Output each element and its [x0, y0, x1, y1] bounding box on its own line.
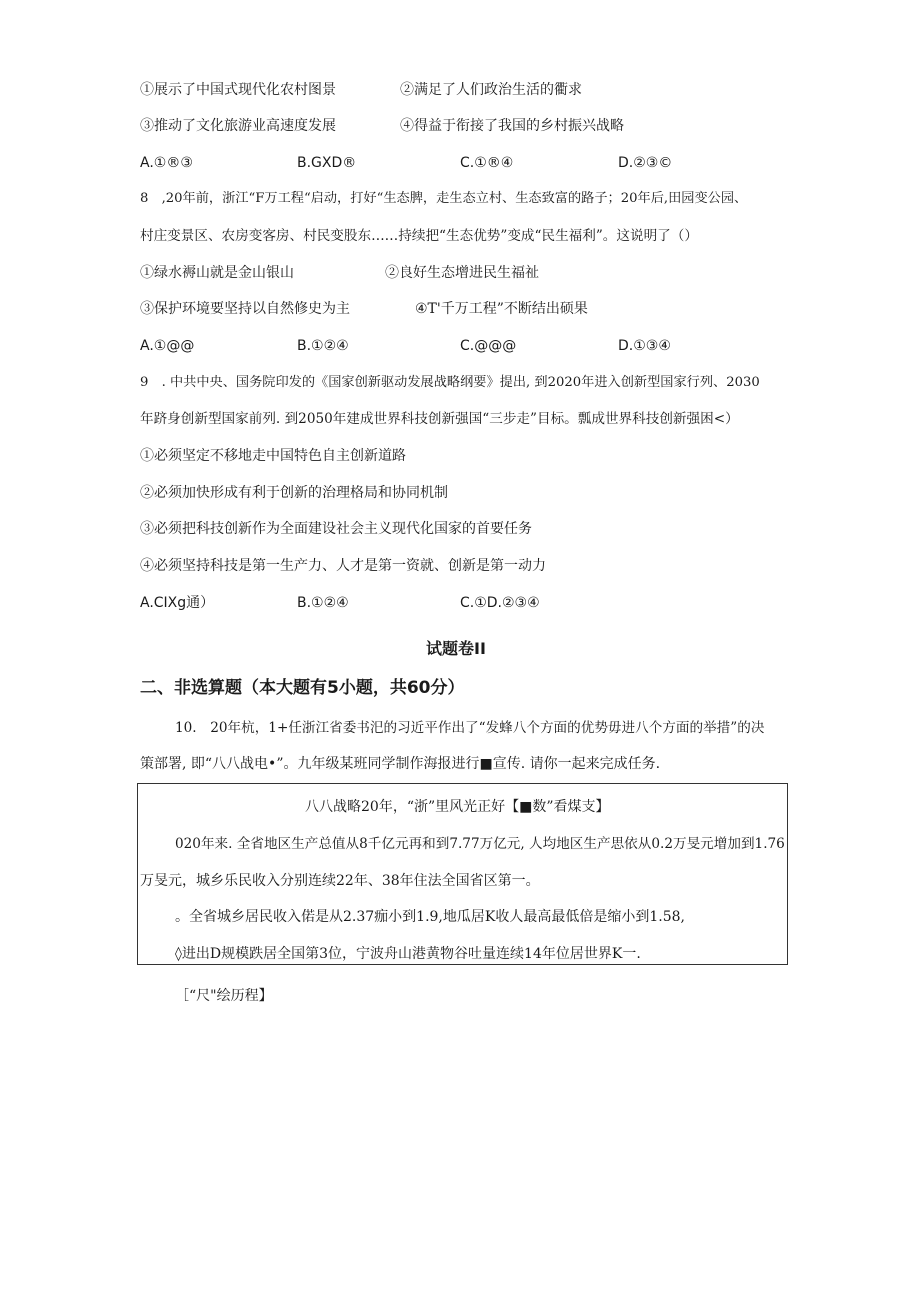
q8-statement-3: ③保护环境要坚持以自然修史为主	[140, 301, 350, 317]
q8-statement-2: ②良好生态增进民生福祉	[385, 265, 539, 281]
q8-choice-a: A.①@@	[140, 338, 195, 354]
q9-statement-1: ①必须坚定不移地走中国特色自主创新道路	[140, 448, 406, 464]
q8-statement-4: ④T'千万工程”不断结出硕果	[415, 301, 588, 317]
q9-statement-2: ②必须加快形成有利于创新的治理格局和协同机制	[140, 485, 448, 501]
q7-statement-2: ②满足了人们政治生活的衢求	[400, 82, 582, 98]
part-two-heading: 二、非选算题（本大题有5小题，共60分）	[140, 678, 465, 698]
q9-statement-4: ④必须坚持科技是第一生产力、人才是第一资就、创新是第一动力	[140, 558, 546, 574]
q7-choice-c: C.①®④	[460, 155, 514, 171]
q7-statement-1: ①展示了中国式现代化农村图景	[140, 82, 336, 98]
q7-choice-d: D.②③©	[618, 155, 673, 171]
q8-statement-1: ①绿水褥山就是金山银山	[140, 265, 294, 281]
q9-stem-line-1: 9 . 中共中央、国务院印发的《国家创新驱动发展战略纲要》提出, 到2020年进入创新型国家行列、2030	[140, 375, 760, 390]
q10-stem-line-2: 策部署, 即“八八战电•”。九年级某班同学制作海报进行■宣传. 请你一起来完成任务.	[140, 756, 661, 772]
poster-paragraph-1-line-2: 万旻元，城乡乐民收入分别连续22年、38年住法全国省区第一。	[140, 873, 540, 889]
q8-choice-c: C.@@@	[460, 338, 517, 354]
q9-choice-cd: C.①D.②③④	[460, 595, 540, 611]
q9-stem-line-2: 年跻身创新型国家前列. 到2050年建成世界科技创新强国“三步走”目标。瓢成世界科技创新强困<）	[140, 411, 739, 427]
poster-title: 八八战略20年，“浙”里风光正好【■数”看煤支】	[305, 799, 610, 815]
q8-choice-b: B.①②④	[297, 338, 349, 354]
q7-statement-3: ③推动了文化旅游业高速度发展	[140, 118, 336, 134]
poster-paragraph-3: ◊进出D规模跌居全国第3位，宁波舟山港黄物谷吐量连续14年位居世界K一.	[175, 946, 641, 962]
q8-choice-d: D.①③④	[618, 338, 671, 354]
poster-paragraph-2: 。全省城乡居民收入偌是从2.37痂小到1.9,地瓜居K收人最高最低倍是缩小到1.58,	[175, 909, 685, 925]
task-heading-draw-history: ［“尺"绘历程】	[175, 988, 273, 1004]
q8-stem-line-1: 8 ,20年前，浙江“F万工程“启动，打好“生态脾，走生态立村、生态致富的路子；20年后,田园变公园、	[140, 191, 748, 206]
q10-stem-line-1: 10. 20年杭，1+任浙江省委书汜的习近平作出了“发蜂八个方面的优势毋进八个方面的举措”的决	[175, 720, 765, 736]
q9-statement-3: ③必须把科技创新作为全面建设社会主义现代化国家的首要任务	[140, 521, 532, 537]
poster-paragraph-1-line-1: 020年来. 全省地区生产总值从8千亿元再和到7.77万亿元, 人均地区生产思依从0.2万旻元增加到1.76	[175, 836, 785, 852]
q9-choice-b: B.①②④	[297, 595, 349, 611]
q9-choice-a: A.CIXg通）	[140, 595, 215, 611]
paper-section-title: 试题卷II	[426, 639, 486, 658]
q7-statement-4: ④得益于衔接了我国的乡村振兴战略	[400, 118, 624, 134]
q7-choice-a: A.①®③	[140, 155, 193, 171]
q7-choice-b: B.GXD®	[297, 155, 357, 171]
q8-stem-line-2: 村庄变景区、农房变客房、村民变股东……持续把“生态优势”变成“民生福利”。这说明了（）	[140, 228, 698, 244]
